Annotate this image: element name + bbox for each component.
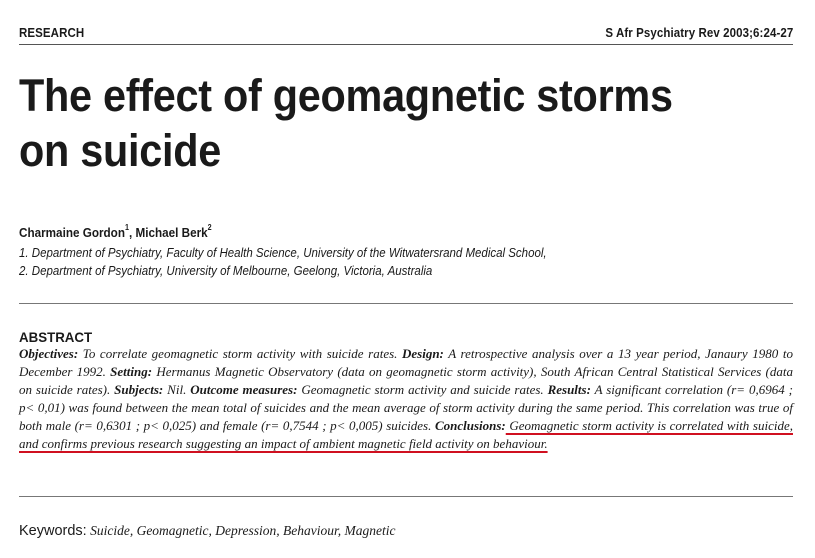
author-line <box>19 224 212 242</box>
affiliation-1: 1. Department of Psychiatry, Faculty of Health Science, University of the Witwatersrand Medical School, <box>19 246 547 260</box>
keywords-label: Keywords: <box>19 523 87 539</box>
article-page <box>19 0 793 558</box>
author-name: Charmaine Gordon <box>19 225 125 240</box>
subjects-label: Subjects: <box>114 381 164 397</box>
article-title: The effect of geomagnetic storms on suicide <box>19 70 673 176</box>
author-affiliation-mark: 1 <box>124 223 129 232</box>
footer-rule <box>19 496 793 497</box>
objectives-label: Objectives: <box>19 346 79 361</box>
section-rule <box>19 303 793 304</box>
author-affiliation-mark: 2 <box>207 223 212 232</box>
journal-citation: S Afr Psychiatry Rev 2003;6:24-27 <box>605 26 793 40</box>
running-header <box>19 26 793 44</box>
abstract-heading: ABSTRACT <box>19 329 93 345</box>
conclusions-text-highlighted: Geomagnetic storm activity is correlated with suicide, and confirms previous research suggesting an impact of ambient magnetic field activity on behaviour. <box>19 417 793 451</box>
conclusions-label: Conclusions: <box>434 417 506 433</box>
header-rule <box>19 44 793 45</box>
abstract-body <box>19 345 793 452</box>
outcome-label: Outcome measures: <box>190 381 298 397</box>
setting-text: Hermanus Magnetic Observatory (data on geomagnetic storm activity), South African Central Statistical Services (data on suicide rates). <box>19 363 793 397</box>
results-label: Results: <box>547 381 591 397</box>
keywords-list: Suicide, Geomagnetic, Depression, Behaviour, Magnetic <box>86 523 396 538</box>
design-label: Design: <box>402 346 444 361</box>
subjects-text: Nil. <box>163 381 191 397</box>
design-text: A retrospective analysis over a 13 year period, Janaury 1980 to December 1992. <box>19 346 793 379</box>
setting-label: Setting: <box>110 363 153 379</box>
results-text: A significant correlation (r= 0,6964 ; p< 0,01) was found between the mean total of suicides and the mean average of storm activity during the same period. This correlation was true of both male (r= 0,6301 ; p< 0,025) and female (r= 0,7544 ; p< 0,005) suicides. <box>19 381 793 433</box>
objectives-text: To correlate geomagnetic storm activity with suicide rates. <box>78 346 402 361</box>
affiliation-2: 2. Department of Psychiatry, University of Melbourne, Geelong, Victoria, Australia <box>19 264 433 278</box>
section-label: RESEARCH <box>19 26 85 40</box>
author-name: Michael Berk <box>135 225 208 240</box>
author-separator: , <box>128 225 136 240</box>
outcome-text: Geomagnetic storm activity and suicide rates. <box>297 381 548 397</box>
keywords-line <box>19 521 396 540</box>
